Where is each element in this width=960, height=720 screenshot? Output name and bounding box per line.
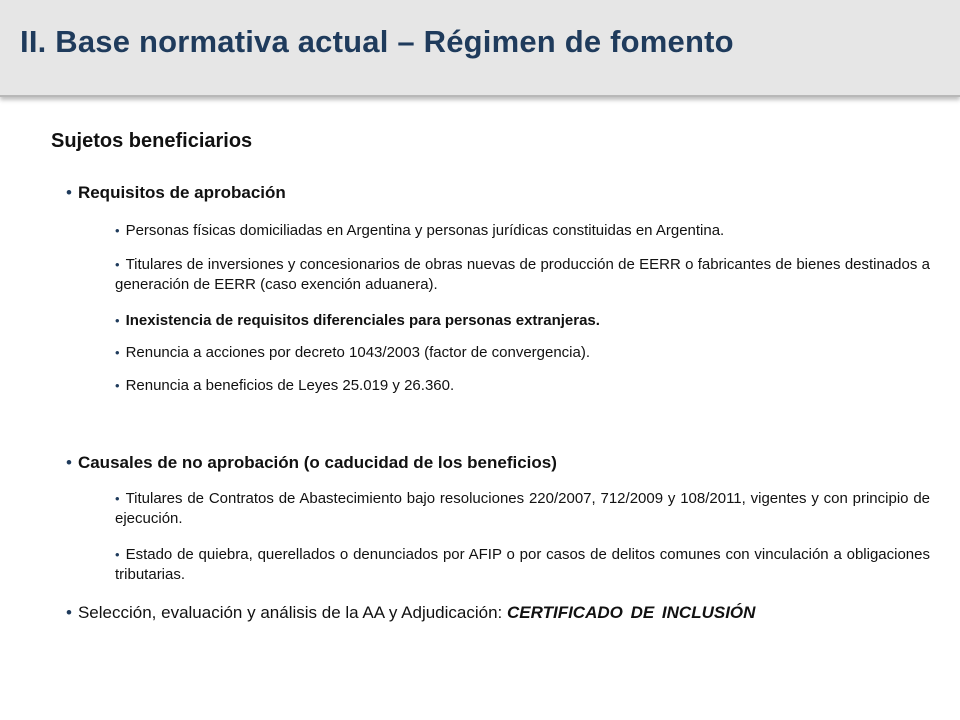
seleccion-text: Selección, evaluación y análisis de la AA y Adjudicación: (77, 603, 507, 622)
bullet-dot-icon: • (115, 547, 120, 562)
requisito-text: Renuncia a beneficios de Leyes 25.019 y 26.360. (125, 377, 455, 394)
requisito-item-1 (115, 221, 930, 241)
bullet-dot-icon: • (115, 345, 120, 360)
requisito-text: Personas físicas domiciliadas en Argentina y personas jurídicas constituidas en Argentina. (125, 222, 725, 239)
bullet-requisitos (66, 182, 926, 204)
bullet-dot-icon: • (115, 257, 120, 272)
causales-heading: Causales de no aprobación (o caducidad de los beneficios) (77, 453, 557, 472)
bullet-dot-icon: • (115, 223, 120, 238)
requisitos-heading: Requisitos de aprobación (77, 183, 286, 202)
bullet-seleccion (66, 602, 926, 624)
bullet-dot-icon: • (115, 313, 120, 328)
requisito-text: Titulares de inversiones y concesionarios de obras nuevas de producción de EERR o fabricantes de bienes destinados a generación de EERR (caso exención aduanera). (115, 256, 930, 293)
causal-item-2 (115, 545, 930, 585)
requisito-item-2 (115, 255, 930, 295)
bullet-dot-icon: • (66, 183, 72, 202)
requisito-item-5 (115, 376, 930, 396)
causal-text: Titulares de Contratos de Abastecimiento bajo resoluciones 220/2007, 712/2009 y 108/2011, vigentes y con principio de ejecución. (115, 490, 930, 527)
requisito-item-3 (115, 311, 930, 331)
requisito-text: Inexistencia de requisitos diferenciales para personas extranjeras. (125, 312, 600, 329)
causal-item-1 (115, 489, 930, 529)
requisito-item-4 (115, 343, 930, 363)
slide-title: II. Base normativa actual – Régimen de fomento (20, 24, 734, 59)
bullet-dot-icon: • (66, 603, 72, 622)
section-title: Sujetos beneficiarios (51, 130, 253, 152)
title-bar (0, 0, 960, 97)
certificado-emphasis: CERTIFICADO DE INCLUSIÓN (507, 603, 756, 622)
bullet-causales (66, 452, 926, 474)
causal-text: Estado de quiebra, querellados o denunciados por AFIP o por casos de delitos comunes con vinculación a obligaciones tributarias. (115, 546, 930, 583)
bullet-dot-icon: • (115, 378, 120, 393)
bullet-dot-icon: • (115, 491, 120, 506)
requisito-text: Renuncia a acciones por decreto 1043/2003 (factor de convergencia). (125, 344, 591, 361)
bullet-dot-icon: • (66, 453, 72, 472)
